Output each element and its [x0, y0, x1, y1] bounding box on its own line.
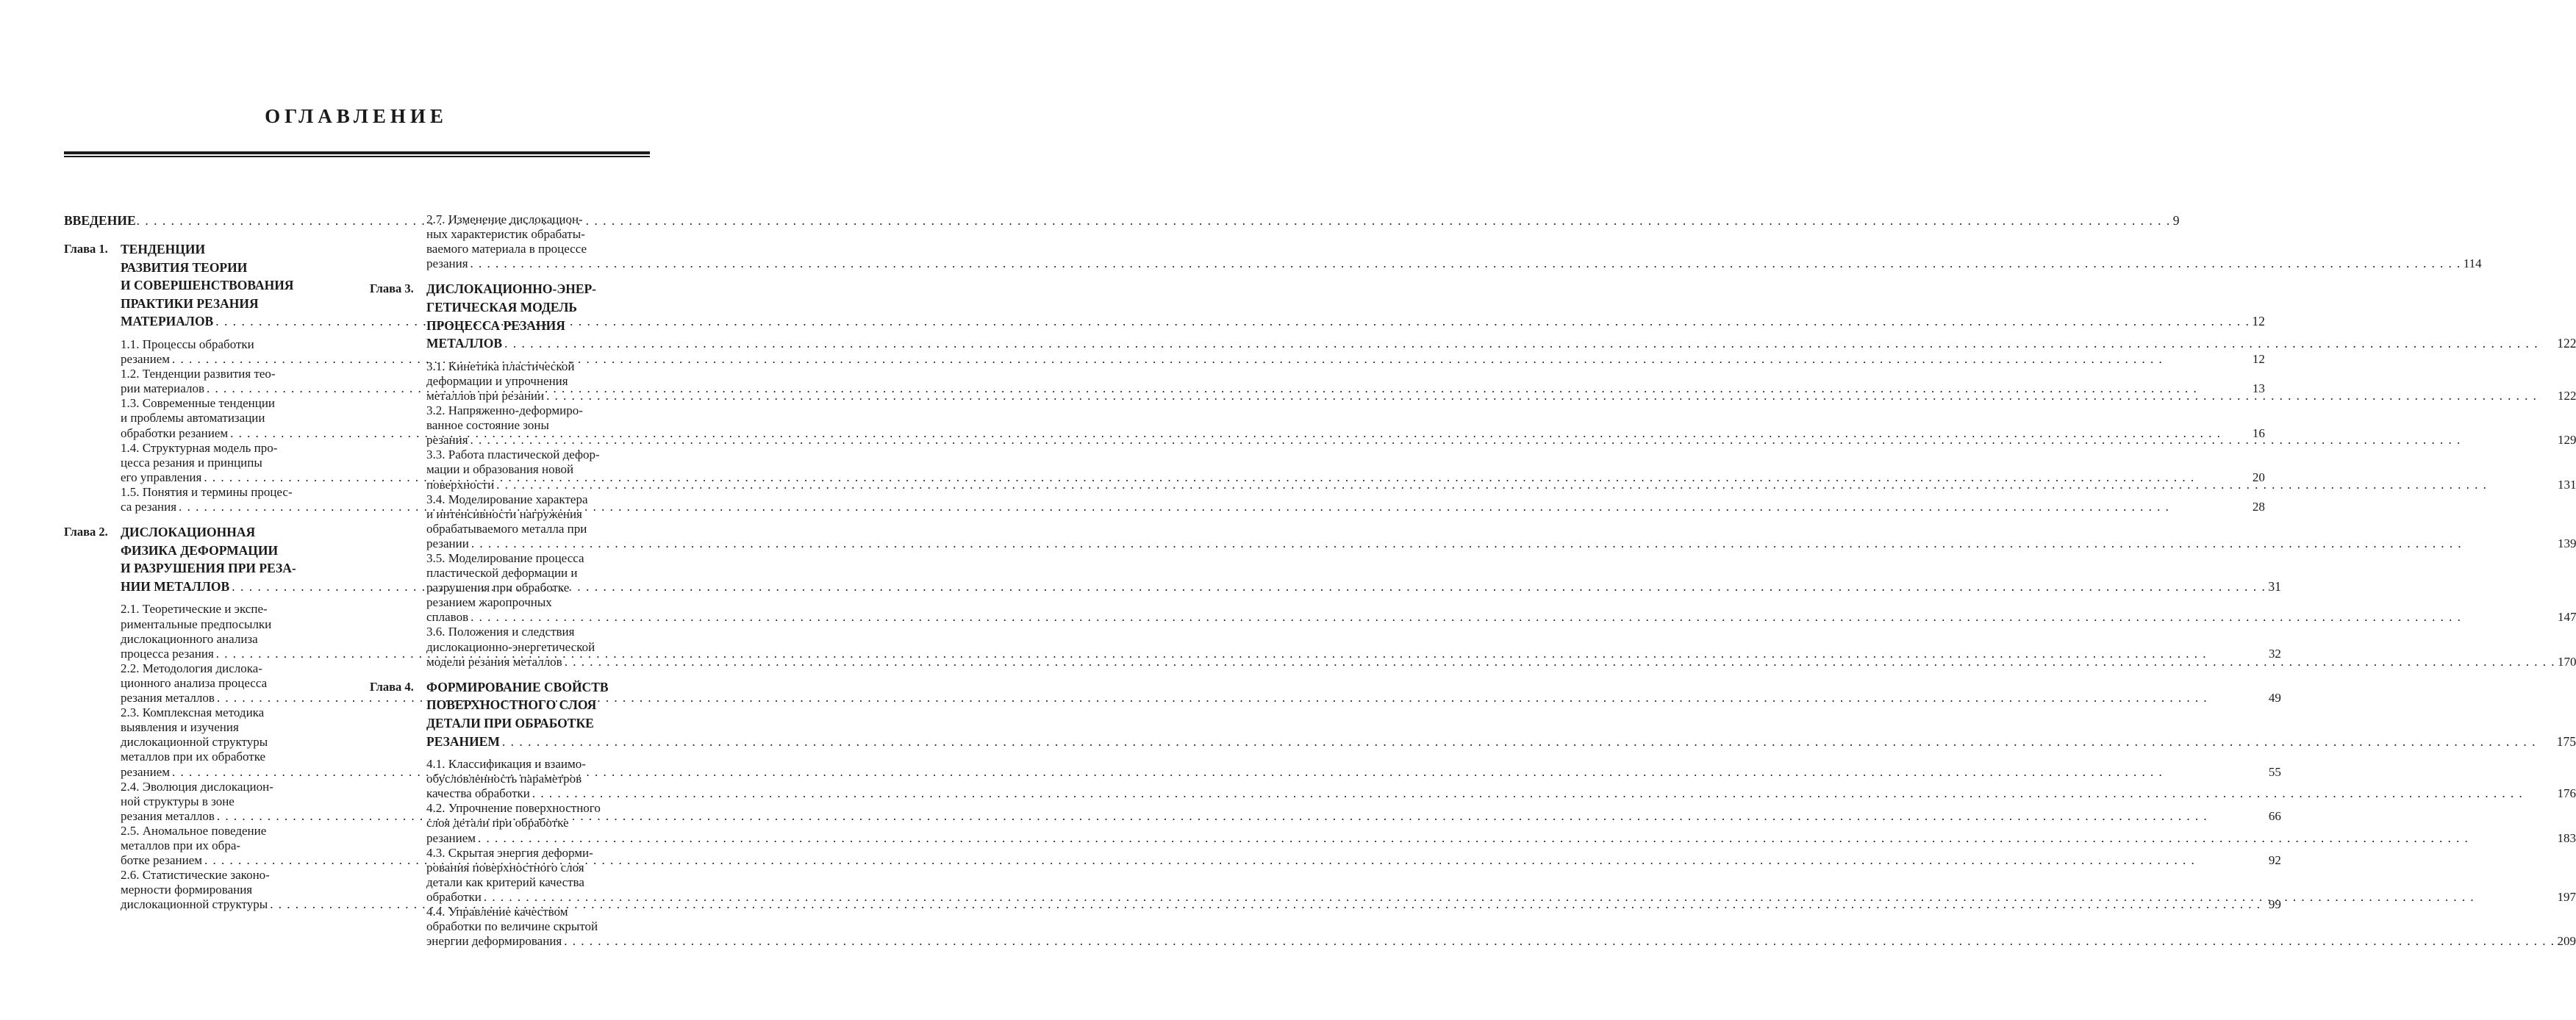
section-line: обрабатываемого металла при [426, 521, 587, 536]
section-line: 4.3. Скрытая энергия деформи- [426, 845, 593, 860]
section-line: рования поверхностного слоя [426, 860, 584, 874]
dot-leader [504, 334, 2555, 353]
section-line: 3.3. Работа пластической дефор- [426, 448, 600, 462]
page-number: 49 [2268, 691, 2281, 705]
dot-leader [471, 536, 2555, 551]
page-title: ОГЛАВЛЕНИЕ [265, 105, 448, 127]
section-line: пластической деформации и [426, 566, 578, 581]
page-number: 139 [2557, 536, 2576, 550]
page-number: 209 [2557, 934, 2576, 949]
section-line: 4.2. Упрочнение поверхностного [426, 801, 601, 816]
dot-leader [532, 786, 2555, 801]
section-line: 2.2. Методология дислока- [121, 661, 262, 675]
section-line: деформации и упрочнения [426, 373, 568, 388]
section-line: 3.5. Моделирование процесса [426, 550, 584, 565]
chapter-gap [426, 750, 2576, 757]
entry-last-text: сплавов [426, 610, 469, 625]
section-lines [426, 212, 649, 256]
chapter-label: Глава 2. [64, 525, 108, 539]
section-line: 2.4. Эволюция дислокацион- [121, 779, 273, 794]
chapter-title-line: ПРОЦЕССА РЕЗАНИЯ [426, 317, 565, 333]
page-number: 147 [2557, 610, 2576, 625]
section-line: 3.2. Напряженно-деформиро- [426, 403, 583, 418]
entry-last-text: са резания [121, 500, 177, 514]
chapter-title-line: ПРАКТИКИ РЕЗАНИЯ [121, 295, 259, 311]
section-line: ванное состояние зоны [426, 418, 549, 433]
section-line: 2.7. Изменение дислокацион- [426, 212, 583, 226]
entry-last-text: ботке резанием [121, 853, 202, 868]
entry-last-line [426, 786, 2576, 801]
section-line: 4.4. Управление качеством [426, 905, 568, 919]
toc-section-entry[interactable] [426, 492, 2576, 551]
entry-last-line [426, 890, 2576, 905]
section-line: выявления и изучения [121, 720, 239, 735]
page-number: 55 [2268, 764, 2281, 779]
page-number: 176 [2557, 786, 2576, 801]
page-number: 16 [2252, 425, 2265, 440]
entry-last-text: РЕЗАНИЕМ [426, 733, 500, 749]
dot-leader [496, 478, 2555, 492]
toc-section-entry[interactable] [426, 801, 2576, 845]
section-line: детали как критерий качества [426, 874, 584, 889]
section-line: ционного анализа процесса [121, 675, 268, 690]
chapter-label: Глава 3. [370, 281, 414, 296]
entry-last-text: резании [426, 536, 469, 550]
toc-section-entry[interactable] [426, 625, 2576, 669]
page-number: 99 [2268, 897, 2281, 912]
page-number: 12 [2252, 314, 2265, 329]
dot-leader [484, 890, 2555, 905]
entry-last-text: энергии деформирования [426, 934, 562, 949]
chapter-title-line: И РАЗРУШЕНИЯ ПРИ РЕЗА- [121, 561, 296, 576]
dot-leader [478, 831, 2555, 846]
chapter-heading[interactable] [426, 678, 2576, 750]
page-number: 114 [2463, 256, 2482, 271]
entry-last-text: резанием [121, 764, 171, 779]
section-line: и проблемы автоматизации [121, 411, 265, 425]
entry-last-line [426, 610, 2576, 625]
toc-section-entry[interactable] [426, 846, 2576, 905]
section-line: дислокационно-энергетической [426, 639, 595, 654]
dot-leader [564, 934, 2555, 949]
chapter-title-line: РАЗВИТИЯ ТЕОРИИ [121, 259, 248, 275]
section-last-line [426, 256, 2482, 271]
entry-last-line [426, 389, 2576, 403]
section-line: ной структуры в зоне [121, 794, 235, 808]
chapter-title-line: ДИСЛОКАЦИОННАЯ [121, 525, 256, 540]
entry-last-line [426, 733, 2576, 751]
title-rule-thin [64, 156, 650, 157]
toc-section-entry[interactable] [426, 551, 2576, 625]
chapter-gap [426, 353, 2576, 359]
toc-section-entry[interactable] [426, 448, 2576, 492]
section-line: разрушения при обработке [426, 581, 570, 595]
entry-last-text: металлов при резании [426, 388, 545, 403]
section-last-text: резания [426, 256, 468, 271]
dot-leader [565, 655, 2555, 669]
section-line: и интенсивности нагружения [426, 506, 582, 521]
chapter-title-line: ФОРМИРОВАНИЕ СВОЙСТВ [426, 679, 609, 694]
chapter-title-line: И СОВЕРШЕНСТВОВАНИЯ [121, 278, 294, 293]
page-number: 131 [2557, 477, 2576, 492]
entry-last-text: резания металлов [121, 808, 215, 823]
dot-leader [471, 256, 2461, 271]
section-line: 1.3. Современные тенденции [121, 396, 276, 411]
entry-last-text: дислокационной структуры [121, 897, 268, 912]
page-number: 92 [2268, 853, 2281, 868]
page-number: 9 [2172, 213, 2180, 228]
entry-last-text: резания [426, 433, 468, 448]
section-line: обработки по величине скрытой [426, 919, 598, 934]
entry-last-text: обработки [426, 889, 482, 904]
dot-leader [502, 733, 2555, 751]
page-number: 183 [2557, 830, 2576, 845]
section-line: 2.1. Теоретические и экспе- [121, 602, 268, 617]
chapter-title-line: ПОВЕРХНОСТНОГО СЛОЯ [426, 697, 597, 713]
page-number: 175 [2556, 733, 2576, 749]
chapter-title-line: ФИЗИКА ДЕФОРМАЦИИ [121, 542, 279, 558]
entry-last-line [426, 536, 2576, 551]
dot-leader [471, 433, 2555, 448]
entry-last-line [426, 478, 2576, 492]
chapter-title-line: ДИСЛОКАЦИОННО-ЭНЕР- [426, 281, 597, 297]
entry-last-line [426, 934, 2576, 949]
entry-last-text: МАТЕРИАЛОВ [121, 314, 214, 329]
entry-last-text: МЕТАЛЛОВ [426, 336, 502, 351]
entry-last-text: качества обработки [426, 786, 530, 801]
entry-last-text: поверхности [426, 477, 495, 492]
page-number: 66 [2268, 808, 2281, 823]
section-line: дислокационной структуры [121, 735, 268, 750]
section-line: мерности формирования [121, 883, 253, 897]
section-line: 1.4. Структурная модель про- [121, 440, 278, 455]
entry-last-text: резанием [121, 352, 171, 367]
title-rule-thick [64, 151, 650, 154]
page-number: 122 [2557, 388, 2576, 403]
page-number: 31 [2268, 578, 2281, 594]
entry-last-line [426, 433, 2576, 448]
section-line: слоя детали при обработке [426, 816, 569, 830]
section-line: металлов при их обра- [121, 838, 241, 852]
entry-last-text: резанием [426, 830, 476, 845]
entry-last-text: резания металлов [121, 691, 215, 705]
dot-leader [546, 389, 2555, 403]
entry-last-text: процесса резания [121, 646, 214, 661]
toc-section-entry[interactable] [426, 359, 2576, 403]
section-line: 4.1. Классификация и взаимо- [426, 757, 586, 772]
entry-last-text: рии материалов [121, 381, 204, 396]
dot-leader [471, 610, 2555, 625]
section-line: цесса резания и принципы [121, 455, 262, 470]
page-number: 20 [2252, 470, 2265, 484]
chapter-label: Глава 4. [370, 679, 414, 694]
toc-continuation-2-7[interactable] [426, 212, 2482, 271]
page-number: 129 [2557, 433, 2576, 448]
section-line: 1.2. Тенденции развития тео- [121, 367, 276, 381]
page-number: 197 [2557, 889, 2576, 904]
section-line: 1.1. Процессы обработки [121, 337, 254, 351]
chapter-heading[interactable] [426, 280, 2576, 352]
page-number: 32 [2268, 646, 2281, 661]
section-line: резанием жаропрочных [426, 595, 552, 610]
chapter-body [426, 280, 2576, 669]
chapter-title-line: ГЕТИЧЕСКАЯ МОДЕЛЬ [426, 299, 577, 315]
section-line: 3.1. Кинетика пластической [426, 359, 575, 373]
page-number: 28 [2252, 500, 2265, 514]
page-number: 12 [2252, 352, 2265, 367]
section-line: ных характеристик обрабаты- [426, 227, 585, 242]
entry-last-line [426, 655, 2576, 669]
section-line: риментальные предпосылки [121, 617, 272, 631]
page-number: 170 [2557, 654, 2576, 669]
section-line: металлов при их обработке [121, 750, 266, 764]
section-line: ваемого материала в процессе [426, 242, 587, 256]
entry-last-line [426, 334, 2576, 353]
toc-section-entry[interactable] [426, 757, 2576, 801]
chapter-title-line: ТЕНДЕНЦИИ [121, 242, 206, 256]
chapter-label: Глава 1. [64, 242, 108, 256]
entry-last-text: модели резания металлов [426, 654, 562, 669]
section-line: 1.5. Понятия и термины процес- [121, 484, 293, 499]
chapter-body [426, 678, 2576, 949]
chapter-title-line: ДЕТАЛИ ПРИ ОБРАБОТКЕ [426, 715, 594, 730]
intro-label: ВВЕДЕНИЕ [64, 213, 136, 228]
entry-last-text: обработки резанием [121, 425, 229, 440]
section-line: 2.5. Аномальное поведение [121, 823, 267, 838]
entry-last-text: НИИ МЕТАЛЛОВ [121, 578, 230, 594]
section-line: 2.6. Статистические законо- [121, 868, 270, 883]
section-line: 3.6. Положения и следствия [426, 625, 575, 639]
section-line: мации и образования новой [426, 462, 574, 477]
toc-section-entry[interactable] [426, 403, 2576, 448]
entry-last-text: его управления [121, 470, 202, 484]
section-line: обусловленность параметров [426, 772, 582, 786]
toc-section-entry[interactable] [426, 905, 2576, 949]
entry-last-line [426, 831, 2576, 846]
page-number: 122 [2557, 336, 2576, 351]
page-number: 13 [2252, 381, 2265, 396]
section-line: 3.4. Моделирование характера [426, 492, 588, 506]
section-line: дислокационного анализа [121, 631, 258, 646]
section-line: 2.3. Комплексная методика [121, 705, 265, 720]
